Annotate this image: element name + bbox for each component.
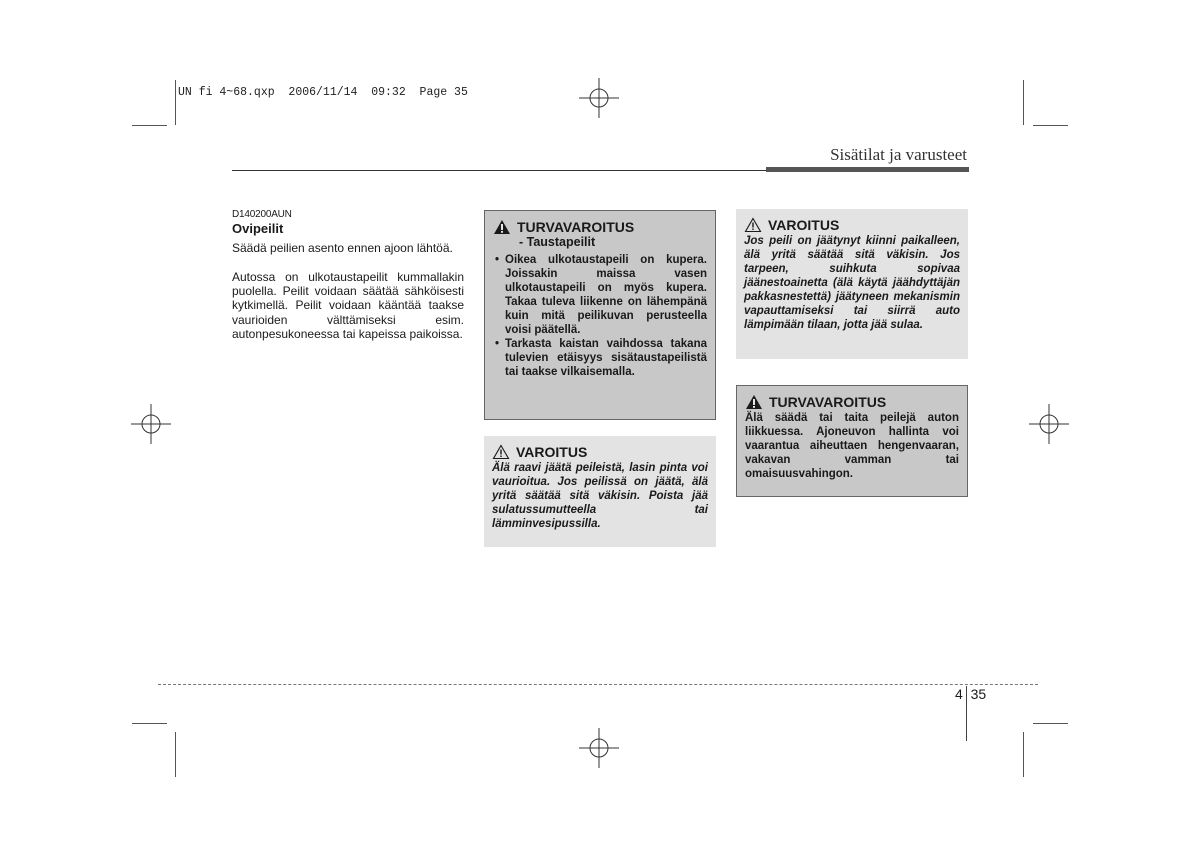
safety-warning-box-driving [736, 385, 968, 497]
page-number: 4 35 [955, 686, 987, 702]
registration-mark-icon [579, 78, 619, 118]
caution-triangle-icon [492, 444, 510, 460]
crop-mark [1033, 723, 1068, 724]
caution-title-row [492, 444, 708, 460]
warning-triangle-icon [745, 394, 763, 410]
section-title: Sisätilat ja varusteet [830, 145, 967, 164]
caution-box-ice [484, 436, 716, 547]
warning-text: Älä säädä tai taita peilejä auton liikkuessa. Ajoneuvon hallinta voi vaarantua aiheuttaen hengenvaaran, vakavan vamman tai omaisuusvahingon. [745, 412, 959, 480]
caution-text: Jos peili on jäätynyt kiinni paikalleen, älä yritä säätää sitä väkisin. Jos tarpeen, suihkuta sopivaa jäänestoainetta (älä käytä jäähdyttäjän pakkasnestettä) jäätyneen mekanismin vapauttamiseksi tai siirrä auto lämpimään tilaan, jotta jää sulaa. [744, 235, 960, 331]
crop-mark [1023, 80, 1024, 125]
warning-subtitle: - Taustapeilit [519, 235, 596, 249]
warning-title-row [493, 219, 707, 235]
registration-mark-icon [131, 404, 171, 444]
warning-triangle-icon [493, 219, 511, 235]
body-paragraph: Säädä peilien asento ennen ajoon lähtöä. [232, 241, 453, 255]
warning-title: TURVAVAROITUS [769, 394, 887, 410]
registration-mark-icon [579, 728, 619, 768]
footer-rule [158, 684, 1038, 685]
caution-title: VAROITUS [768, 217, 840, 233]
crop-mark [132, 125, 167, 126]
crop-mark [132, 723, 167, 724]
caution-triangle-icon [744, 217, 762, 233]
crop-mark [1023, 732, 1024, 777]
caution-title-row [744, 217, 960, 233]
body-paragraph: Autossa on ulkotaustapeilit kummallakin puolella. Peilit voidaan säätää sähköisesti kytkimellä. Peilit voidaan kääntää taakse vaurioiden välttämiseksi esim. autonpesukoneessa tai kapeissa paikoissa. [232, 270, 464, 341]
registration-mark-icon [1029, 404, 1069, 444]
crop-mark [1033, 125, 1068, 126]
warning-title-row [745, 394, 959, 410]
crop-mark [175, 80, 176, 125]
warning-bullet-list [493, 253, 707, 379]
safety-warning-box-mirrors [484, 210, 716, 420]
header-bar [766, 167, 969, 172]
list-item: • Tarkasta kaistan vaihdossa takana tulevien etäisyys sisätaustapeilistä tai taakse vilkaisemalla. [493, 337, 707, 379]
print-slug: UN fi 4~68.qxp 2006/11/14 09:32 Page 35 [178, 86, 468, 99]
crop-mark [175, 732, 176, 777]
section-code: D140200AUN [232, 209, 292, 220]
caution-box-frozen [736, 209, 968, 359]
caution-title: VAROITUS [516, 444, 588, 460]
caution-text: Älä raavi jäätä peileistä, lasin pinta voi vaurioitua. Jos peilissä on jäätä, älä yritä säätää sitä väkisin. Poista jää sulatussumutteella tai lämminvesipussilla. [492, 462, 708, 530]
section-heading: Ovipeilit [232, 221, 284, 236]
list-item: • Oikea ulkotaustapeili on kupera. Joissakin maissa vasen ulkotaustapeili on myös kupera. Takaa tuleva liikenne on lähempänä kuin mitä peilikuvan perusteella voisi päätellä. [493, 253, 707, 337]
warning-title: TURVAVAROITUS [517, 219, 635, 235]
